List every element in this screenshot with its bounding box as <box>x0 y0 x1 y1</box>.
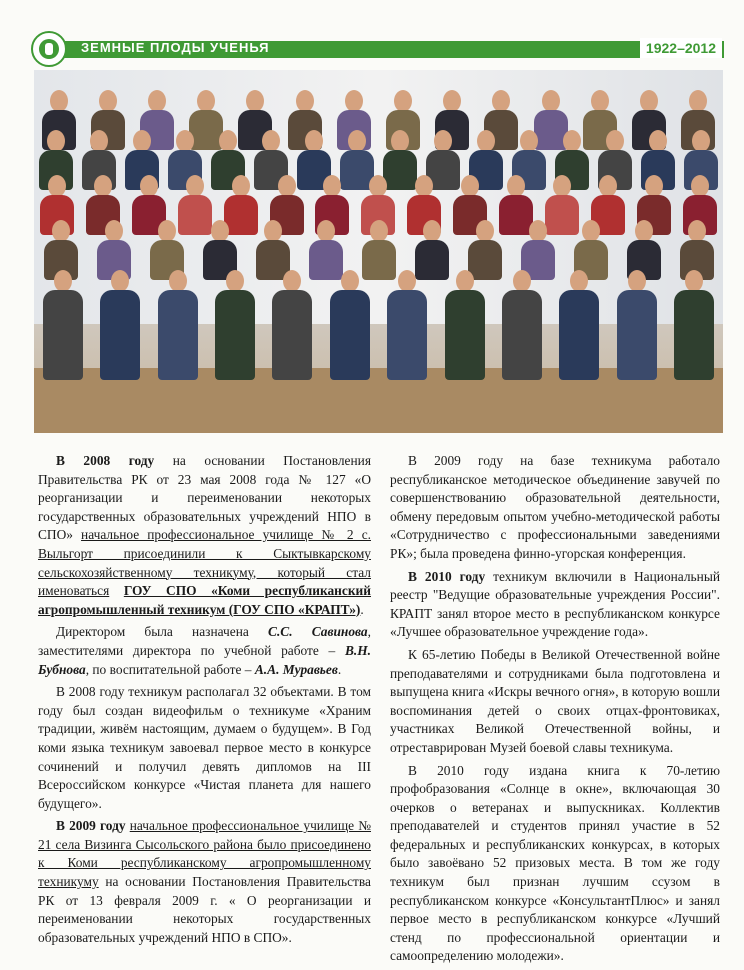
paragraph: В 2008 году на основании Постановления Правительства РК от 23 мая 2008 года № 127 «О реорганизации и переименовании некоторых государственных образовательных учреждений НПО в СПО» начальное профессиональное училище № 2 с. Выльгорт присоединили к Сыктывкарскому сельскохозяйственному техникуму, который стал именоваться ГОУ СПО «Коми республиканский агропромышленный техникум (ГОУ СПО «КРАПТ»). <box>38 453 371 617</box>
person-figure <box>445 270 485 380</box>
person-figure <box>215 270 255 380</box>
person-figure <box>330 270 370 380</box>
paragraph: К 65-летию Победы в Великой Отечественной войне преподавателями и сотрудниками была подготовлена и выпущена книга «Искры вечного огня», в которую вошли воспоминания детей о своих отцах-фронтовиках, участниках Великой Отечественной войны, и отреставрирован Музей боевой славы техникума. <box>390 646 720 755</box>
paragraph: В 2010 году издана книга к 70-летию профобразования «Солнце в окне», включающая 30 очерков о ветеранах и выпускниках. Коллектив преподавателей и студентов принял участие в 52 федеральных и республиканских конкурсах, в которых было завоёвано 52 призовых места. В том же году техникум был признан лучшим ссузом в республиканском конкурсе «КонсультантПлюс» и занял первое место в республиканском конкурсе «Лучший стенд по профессиональной ориентации и самоопределению молодежи». <box>390 762 720 964</box>
person-figure <box>272 270 312 380</box>
years-badge: 1922–2012 <box>640 38 722 58</box>
person-figure <box>502 270 542 380</box>
page-header <box>31 37 724 61</box>
section-title: ЗЕМНЫЕ ПЛОДЫ УЧЕНЬЯ <box>81 40 270 55</box>
right-column <box>390 452 720 970</box>
person-figure <box>387 270 427 380</box>
person-figure <box>100 270 140 380</box>
paragraph: В 2008 году техникум располагал 32 объектами. В том году был создан видеофильм о техникуме «Храним традиции, живём настоящим, думаем о будущем». В Год коми языка техникум завоевал первое место в конкурсе сочинений и получил девять дипломов на III Всероссийском конкурсе «Чистая планета для нашего будущего». <box>38 684 371 811</box>
person-figure <box>559 270 599 380</box>
person-figure <box>43 270 83 380</box>
paragraph: В 2010 году техникум включили в Национальный реестр "Ведущие образовательные учреждения России". КРАПТ занял второе место в республиканском конкурсе «Лучшее образовательное учреждение года». <box>390 568 720 640</box>
person-figure <box>617 270 657 380</box>
person-figure <box>158 270 198 380</box>
college-emblem-icon <box>31 31 67 67</box>
person-figure <box>674 270 714 380</box>
paragraph: В 2009 году начальное профессиональное училище № 21 села Визинга Сысольского района было присоединено к Коми республиканскому агропромышленному техникуму на основании Постановления Правительства РК от 13 февраля 2009 г. « О реорганизации и переименовании некоторых государственных образовательных учреждений НПО в СПО». <box>38 818 371 945</box>
left-column <box>38 452 371 951</box>
group-photo <box>34 70 723 433</box>
paragraph: Директором была назначена С.С. Савинова, заместителями директора по учебной работе – В.Н. Бубнова, по воспитательной работе – А.А. Муравьев. <box>38 624 371 677</box>
paragraph: В 2009 году на базе техникума работало республиканское методическое объединение завучей по совершенствованию образовательной деятельности, обмену передовым опытом учебно-методической работы «Сотрудничество с профессиональными заведениями РК»; была проведена финно-угорская конференция. <box>390 453 720 561</box>
